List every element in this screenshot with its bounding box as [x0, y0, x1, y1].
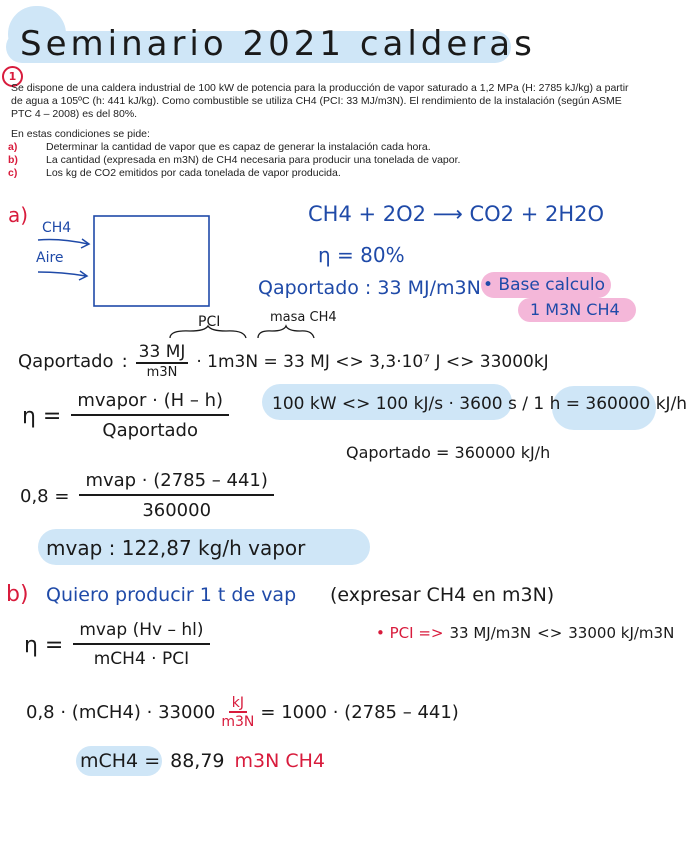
eq2: 0,8 = $\frac{\text{mvap · (2785 – 441)}}{360000}$ [20, 472, 274, 520]
problem-number: 1 [8, 70, 17, 83]
q-aportado-line: Qaportado : $\frac{33 MJ}{m3N}$ · 1m3N = 33 MJ <> 3,3·10⁷ J <> 33000kJ [18, 342, 549, 380]
part-b-equation: 0,8 · (mCH4) · 33000 $\frac{kJ}{m3N}$ = 1000 · (2785 – 441) [26, 695, 459, 730]
eta-equation: η = $\frac{\text{mvapor · (H – h)}}{\text{Qaportado}}$ [22, 392, 229, 440]
problem-statement: Se dispone de una caldera industrial de 100 kW de potencia para la producción de vapor saturado a 1,2 MPa (H: 2785 kJ/kg) a partir de agua a 105ºC (h: 441 kJ/kg). Como combustible se utiliza CH4 (PCI: 33 MJ/m3N). El rendimiento de la instalación (según ASME PTC 4 – 2008) es del 80%. [11, 82, 629, 120]
label-pci: PCI [198, 314, 221, 330]
problem-intro: En estas condiciones se pide: [11, 128, 150, 140]
problem-item-a-letter: a) [8, 141, 18, 153]
boiler-box [94, 216, 209, 306]
problem-items [8, 141, 648, 180]
efficiency: η = 80% [318, 243, 405, 267]
q-aportado-result: Qaportado = 360000 kJ/h [346, 443, 551, 462]
base-calculo-note: • Base calculo [483, 275, 605, 295]
input-aire-label: Aire [36, 250, 64, 266]
result-mvap: mvap : 122,87 kg/h vapor [46, 536, 306, 560]
part-b-label: b) [6, 582, 29, 607]
result-mch4: mCH4 = 88,79 m3N CH4 [80, 750, 326, 772]
aire-arrow [38, 272, 86, 276]
input-ch4-label: CH4 [42, 220, 72, 236]
part-b-header: Quiero producir 1 t de vap [46, 584, 297, 606]
problem-item-b-letter: b) [8, 154, 18, 166]
base-calculo-value: 1 M3N CH4 [530, 300, 620, 319]
q-aportado-top: Qaportado : 33 MJ/m3N [258, 277, 481, 299]
boiler-diagram [30, 210, 220, 310]
ch4-arrow [38, 240, 88, 245]
problem-item-c: c) Los kg de CO2 emitidos por cada tonelada de vapor producida. [8, 167, 341, 179]
page-title: Seminario 2021 calderas [20, 24, 536, 64]
problem-item-a: a) Determinar la cantidad de vapor que es capaz de generar la instalación cada hora. [8, 141, 431, 153]
part-b-header-note: (expresar CH4 en m3N) [330, 584, 555, 606]
part-b-eta: η = $\frac{\text{mvap (Hv – hl)}}{\text{mCH4 · PCI}}$ [24, 622, 210, 668]
reaction-equation: CH4 + 2O2 ⟶ CO2 + 2H2O [308, 202, 605, 226]
q-aportado-conversion: · 1m3N = 33 MJ <> 3,3·10⁷ J <> 33000kJ [196, 351, 549, 372]
part-a-label: a) [8, 203, 29, 227]
label-masa-ch4: masa CH4 [270, 310, 337, 325]
pci-note: • PCI => 33 MJ/m3N <> 33000 kJ/m3N [376, 624, 675, 642]
q-aportado-left: Qaportado [18, 351, 114, 372]
problem-item-c-letter: c) [8, 167, 18, 179]
braces [160, 326, 320, 340]
q-aportado-fraction: $\frac{33 MJ}{m3N}$ [136, 344, 189, 379]
power-conversion: 100 kW <> 100 kJ/s · 3600 s / 1 h = 360000 kJ/h [272, 394, 687, 414]
problem-item-b: b) La cantidad (expresada en m3N) de CH4 necesaria para producir una tonelada de vapor. [8, 154, 461, 166]
